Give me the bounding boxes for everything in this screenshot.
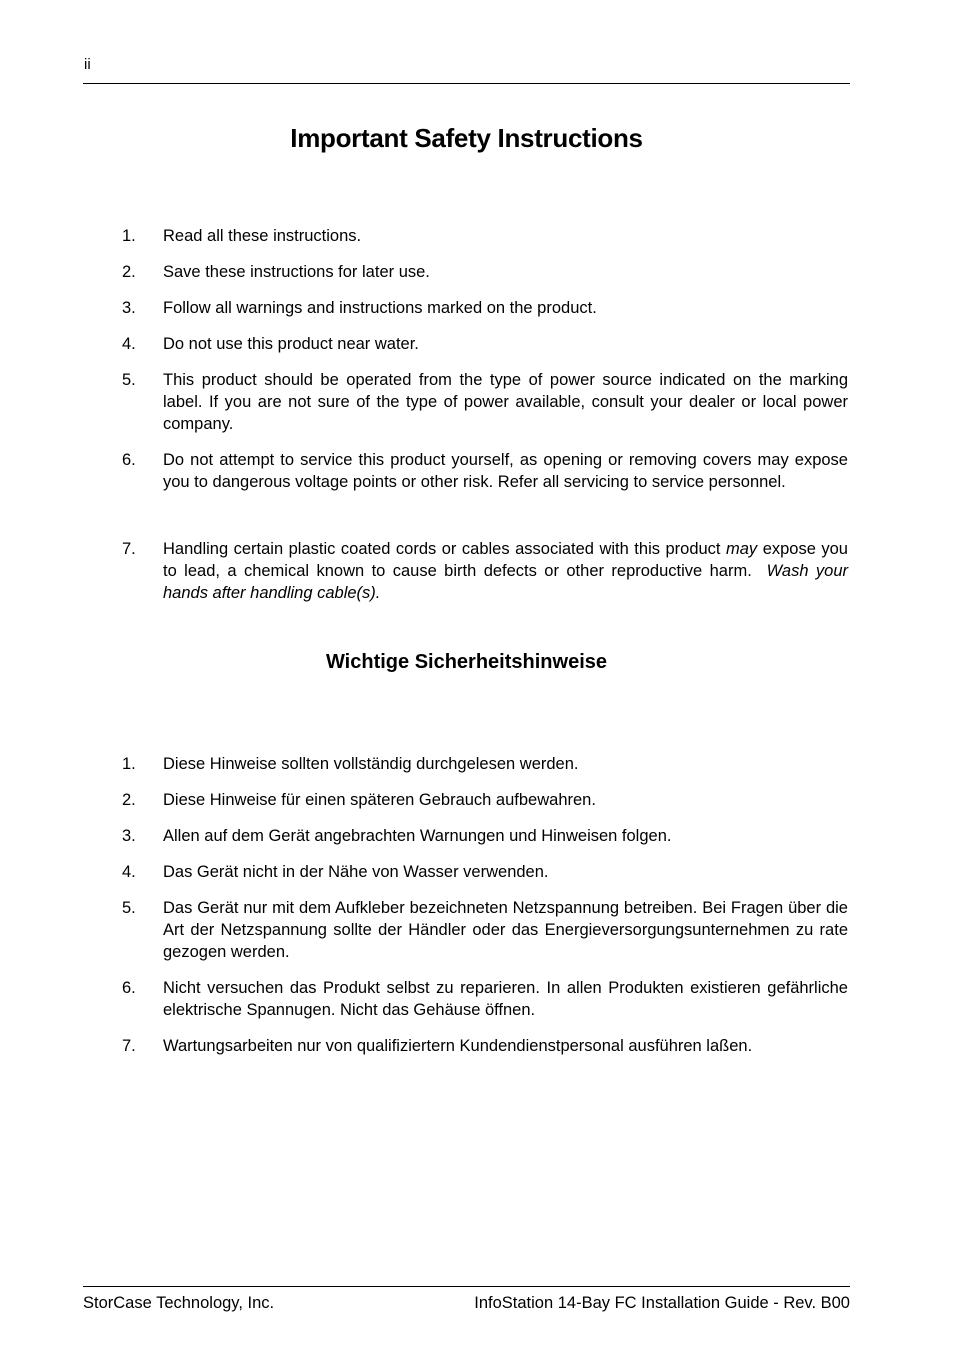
page-title: Important Safety Instructions (290, 123, 643, 153)
item-text: Follow all warnings and instructions marked on the product. (163, 299, 597, 317)
item-number: 2. (122, 791, 136, 809)
item-text: Diese Hinweise sollten vollständig durchgelesen werden. (163, 755, 579, 773)
item-number: 5. (122, 371, 136, 389)
item-number: 3. (122, 827, 136, 845)
item-text: Read all these instructions. (163, 227, 362, 245)
item-text: Das Gerät nur mit dem Aufkleber bezeichneten Netzspannung betreiben. Bei Fragen über die Art der Netzspannung sollte der Händler oder das Energieversorgungsunternehmen zu rate gezogen werden. (163, 899, 848, 962)
item-number: 7. (122, 540, 136, 558)
item-text: Do not use this product near water. (163, 335, 419, 353)
item-number: 4. (122, 335, 136, 353)
item-text: Save these instructions for later use. (163, 263, 430, 281)
item-text: Do not attempt to service this product yourself, as opening or removing covers may expose you to dangerous voltage points or other risk. Refer all servicing to service personnel. (163, 451, 848, 492)
item-text: Nicht versuchen das Produkt selbst zu reparieren. In allen Produkten existieren gefährliche elektrische Spannugen. Nicht das Gehäuse öffnen. (163, 979, 848, 1020)
item-text: This product should be operated from the type of power source indicated on the marking label. If you are not sure of the type of power available, consult your dealer or local power company. (163, 371, 848, 434)
item-number: 6. (122, 979, 136, 997)
item-number: 7. (122, 1037, 136, 1055)
item-number: 2. (122, 263, 136, 281)
item-text-part: expose you to lead, a chemical known to cause birth defects or other reproductive harm. (163, 540, 848, 581)
item-text-emphasis: may (726, 540, 758, 558)
item-number: 3. (122, 299, 136, 317)
item-text-emphasis: Wash your hands after handling cable(s). (163, 562, 849, 603)
item-number: 5. (122, 899, 136, 917)
footer-company: StorCase Technology, Inc. (83, 1294, 275, 1312)
item-text: Allen auf dem Gerät angebrachten Warnungen und Hinweisen folgen. (163, 827, 672, 845)
item-text: Diese Hinweise für einen späteren Gebrauch aufbewahren. (163, 791, 596, 809)
item-number: 4. (122, 863, 136, 881)
item-number: 6. (122, 451, 136, 469)
item-text: Wartungsarbeiten nur von qualifiziertern Kundendienstpersonal ausführen laßen. (163, 1037, 753, 1055)
item-text: Das Gerät nicht in der Nähe von Wasser verwenden. (163, 863, 549, 881)
page-number: ii (84, 56, 91, 73)
item-text-part: Handling certain plastic coated cords or cables associated with this product (163, 540, 721, 558)
header-rule (83, 83, 850, 84)
item-number: 1. (122, 755, 136, 773)
footer-rule (83, 1286, 850, 1287)
section-title: Wichtige Sicherheitshinweise (325, 651, 607, 673)
footer-document-title: InfoStation 14-Bay FC Installation Guide - Rev. B00 (474, 1294, 850, 1312)
item-text (163, 538, 848, 605)
item-number: 1. (122, 227, 136, 245)
